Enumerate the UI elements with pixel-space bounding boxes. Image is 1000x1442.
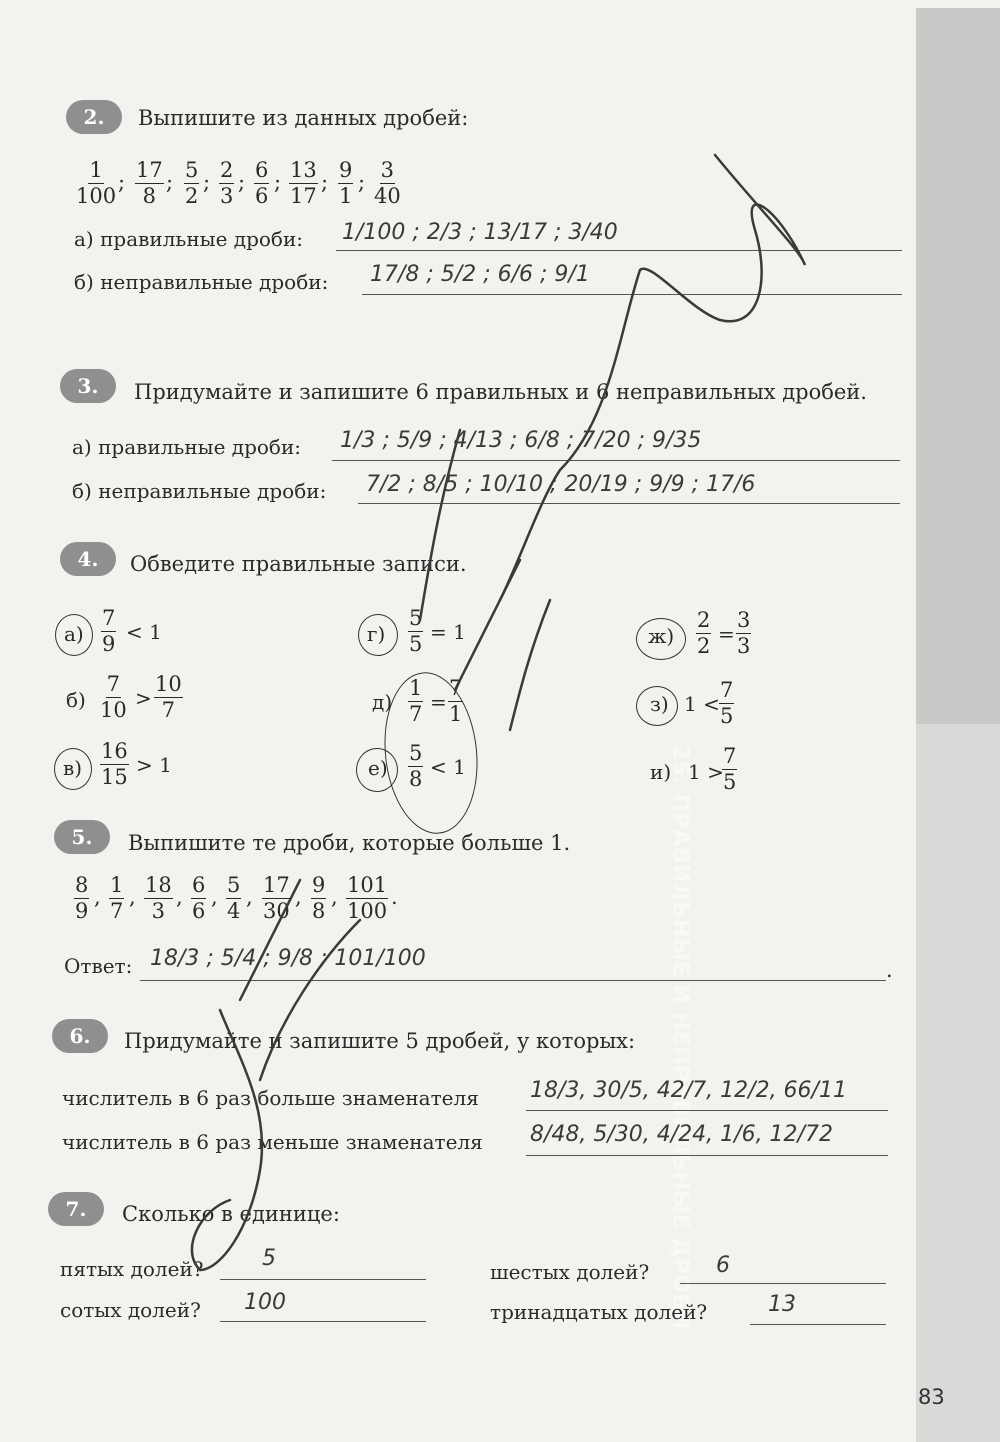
fraction: $\frac{8}{9}$ — [75, 873, 89, 923]
task-3-badge: 3. — [60, 369, 116, 403]
option-e-fraction: $\frac{5}{8}$ — [409, 741, 423, 791]
option-i-fraction: $\frac{7}{5}$ — [723, 744, 737, 794]
option-d-fraction-2: $\frac{7}{1}$ — [449, 676, 463, 726]
scribble-stroke — [260, 920, 360, 1080]
task-4-title: Обведите правильные записи. — [130, 552, 467, 576]
task-6-row1-answer: 18/3, 30/5, 42/7, 12/2, 66/11 — [530, 1078, 847, 1103]
task-3-title: Придумайте и запишите 6 правильных и 6 неправильных дробей. — [134, 380, 867, 404]
option-v-rest: > 1 — [136, 753, 172, 777]
fraction: $\frac{17}{30}$ — [263, 873, 290, 923]
task-2-a-answer: 1/100 ; 2/3 ; 13/17 ; 3/40 — [342, 220, 618, 245]
option-i-lead: 1 > — [688, 760, 724, 784]
task-3-a-label: а) правильные дроби: — [72, 435, 302, 459]
task-6-row2-label: числитель в 6 раз меньше знаменателя — [62, 1130, 483, 1154]
option-z-label: з) — [650, 692, 669, 716]
fraction: $\frac{2}{3}$ — [220, 158, 234, 208]
option-g-label: г) — [367, 622, 386, 646]
option-d-label: д) — [372, 690, 393, 714]
option-zh-fraction-1: $\frac{2}{2}$ — [697, 608, 711, 658]
fifths-label: пятых долей? — [60, 1257, 204, 1281]
option-b-op: > — [135, 686, 152, 710]
scribble-stroke — [500, 270, 640, 600]
hundredths-answer: 100 — [244, 1290, 286, 1315]
task-6-title: Придумайте и запишите 5 дробей, у которых: — [124, 1029, 636, 1053]
scribble-stroke — [192, 1010, 262, 1270]
fraction: $\frac{101}{100}$ — [347, 873, 388, 923]
task-2-b-answer: 17/8 ; 5/2 ; 6/6 ; 9/1 — [370, 262, 590, 287]
option-e-label: е) — [368, 756, 388, 780]
task-6-row1-label: числитель в 6 раз больше знаменателя — [62, 1086, 479, 1110]
scribble-stroke — [455, 560, 520, 690]
option-z-lead: 1 < — [684, 692, 720, 716]
task-5-answer-label: Ответ: — [64, 954, 133, 978]
scribble-stroke — [510, 600, 550, 730]
fraction: $\frac{1}{7}$ — [110, 873, 124, 923]
task-3-b-answer: 7/2 ; 8/5 ; 10/10 ; 20/19 ; 9/9 ; 17/6 — [366, 472, 756, 497]
task-5-answer: 18/3 ; 5/4 ; 9/8 ; 101/100 — [150, 946, 426, 971]
fraction: $\frac{18}{3}$ — [145, 873, 172, 923]
fraction: $\frac{9}{8}$ — [312, 873, 326, 923]
fraction: $\frac{17}{8}$ — [136, 158, 163, 208]
sixths-label: шестых долей? — [490, 1260, 650, 1284]
fraction: $\frac{3}{40}$ — [374, 158, 401, 208]
task-7-badge: 7. — [48, 1192, 104, 1226]
option-b-fraction-2: $\frac{10}{7}$ — [155, 672, 182, 722]
task-3-b-label: б) неправильные дроби: — [72, 479, 327, 503]
fraction: $\frac{1}{100}$ — [76, 158, 117, 208]
option-g-rest: = 1 — [430, 620, 466, 644]
task-2-a-label: а) правильные дроби: — [74, 227, 304, 251]
option-v-fraction: $\frac{16}{15}$ — [101, 739, 128, 789]
hundredths-label: сотых долей? — [60, 1298, 201, 1322]
task-3-a-answer: 1/3 ; 5/9 ; 4/13 ; 6/8 ; 7/20 ; 9/35 — [340, 428, 702, 453]
task-6-badge: 6. — [52, 1019, 108, 1053]
task-5-title: Выпишите те дроби, которые больше 1. — [128, 831, 571, 855]
scribble-stroke — [240, 880, 300, 1000]
task-2-badge: 2. — [66, 100, 122, 134]
fraction: $\frac{6}{6}$ — [255, 158, 269, 208]
task-2-b-label: б) неправильные дроби: — [74, 270, 329, 294]
option-a-label: а) — [64, 622, 84, 646]
option-e-rest: < 1 — [430, 755, 466, 779]
option-d-fraction-1: $\frac{1}{7}$ — [409, 676, 423, 726]
task-5-badge: 5. — [54, 820, 110, 854]
task-7-title: Сколько в единице: — [122, 1202, 340, 1226]
option-z-fraction: $\frac{7}{5}$ — [720, 678, 734, 728]
task-4-badge: 4. — [60, 542, 116, 576]
chapter-title: 25. ПРАВИЛЬНЫЕ И НЕПРАВИЛЬНЫЕ ДРОБИ — [667, 745, 693, 1330]
option-v-label: в) — [63, 756, 83, 780]
page-number: 83 — [918, 1385, 945, 1409]
task-6-row2-answer: 8/48, 5/30, 4/24, 1/6, 12/72 — [530, 1122, 833, 1147]
fifths-answer: 5 — [262, 1246, 276, 1271]
scribble-stroke — [640, 155, 805, 321]
thirteenths-label: тринадцатых долей? — [490, 1300, 708, 1324]
task-2-title: Выпишите из данных дробей: — [138, 106, 469, 130]
fraction: $\frac{5}{4}$ — [227, 873, 241, 923]
option-a-rest: < 1 — [126, 620, 162, 644]
option-b-label: б) — [66, 688, 86, 712]
option-zh-fraction-2: $\frac{3}{3}$ — [737, 608, 751, 658]
fraction: $\frac{5}{2}$ — [185, 158, 199, 208]
option-zh-label: ж) — [648, 624, 675, 648]
option-b-fraction-1: $\frac{7}{10}$ — [100, 672, 127, 722]
fraction: $\frac{9}{1}$ — [339, 158, 353, 208]
fraction: $\frac{13}{17}$ — [290, 158, 317, 208]
option-zh-op: = — [718, 622, 735, 646]
thirteenths-answer: 13 — [768, 1292, 796, 1317]
option-i-label: и) — [650, 760, 672, 784]
sixths-answer: 6 — [716, 1253, 730, 1278]
scribble-stroke — [420, 430, 460, 620]
option-g-fraction: $\frac{5}{5}$ — [409, 606, 423, 656]
fraction: $\frac{6}{6}$ — [192, 873, 206, 923]
option-a-fraction: $\frac{7}{9}$ — [102, 606, 116, 656]
option-d-op: = — [430, 690, 447, 714]
